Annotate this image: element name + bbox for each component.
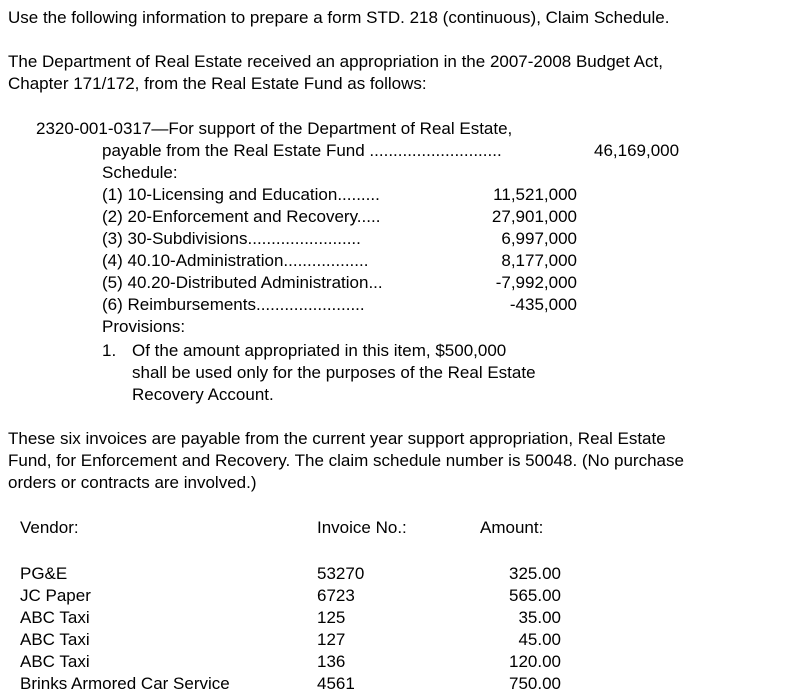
amount-cell: 565.00 bbox=[509, 586, 561, 605]
invoice-cell: 136 bbox=[317, 652, 346, 671]
schedule-item-label: (3) 30-Subdivisions........................ bbox=[102, 229, 361, 248]
invoice-cell: 6723 bbox=[317, 586, 355, 605]
invoices-line-2: Fund, for Enforcement and Recovery. The claim schedule number is 50048. (No purchase bbox=[8, 451, 684, 470]
header-vendor: Vendor: bbox=[20, 518, 79, 537]
schedule-item-label: (1) 10-Licensing and Education......... bbox=[102, 185, 380, 204]
header-amount: Amount: bbox=[480, 518, 544, 537]
schedule-item-amount: 27,901,000 bbox=[491, 207, 577, 226]
vendor-cell: ABC Taxi bbox=[20, 608, 90, 627]
item-payable-line: payable from the Real Estate Fund ............................ bbox=[102, 141, 502, 160]
appropriation-line-1: The Department of Real Estate received an appropriation in the 2007-2008 Budget Act, bbox=[8, 52, 663, 71]
schedule-item-label: (4) 40.10-Administration.................. bbox=[102, 251, 369, 270]
provision-number: 1. bbox=[102, 341, 117, 360]
provisions-label: Provisions: bbox=[102, 317, 186, 336]
amount-cell: 35.00 bbox=[518, 608, 561, 627]
vendor-cell: JC Paper bbox=[20, 586, 91, 605]
item-code-line: 2320-001-0317—For support of the Department of Real Estate, bbox=[36, 119, 513, 138]
invoice-cell: 125 bbox=[317, 608, 346, 627]
header-invoice: Invoice No.: bbox=[317, 518, 407, 537]
item-total: 46,169,000 bbox=[594, 141, 680, 160]
schedule-item-amount: 6,997,000 bbox=[501, 229, 577, 248]
invoice-cell: 4561 bbox=[317, 674, 355, 693]
schedule-item-label: (2) 20-Enforcement and Recovery..... bbox=[102, 207, 381, 226]
provision-text: Of the amount appropriated in this item, $500,000 bbox=[132, 341, 507, 360]
schedule-item-amount: 11,521,000 bbox=[493, 185, 577, 204]
schedule-item-label: (6) Reimbursements....................... bbox=[102, 295, 365, 314]
amount-cell: 120.00 bbox=[509, 652, 561, 671]
provision-text: shall be used only for the purposes of the Real Estate bbox=[132, 363, 536, 382]
invoice-cell: 127 bbox=[317, 630, 346, 649]
invoices-line-3: orders or contracts are involved.) bbox=[8, 473, 257, 492]
appropriation-line-2: Chapter 171/172, from the Real Estate Fund as follows: bbox=[8, 74, 427, 93]
vendor-cell: PG&E bbox=[20, 564, 68, 583]
amount-cell: 750.00 bbox=[509, 674, 561, 693]
provision-text: Recovery Account. bbox=[132, 385, 274, 404]
vendor-cell: ABC Taxi bbox=[20, 652, 90, 671]
schedule-label: Schedule: bbox=[102, 163, 178, 182]
vendor-cell: Brinks Armored Car Service bbox=[20, 674, 230, 693]
schedule-item-amount: -7,992,000 bbox=[495, 273, 577, 292]
schedule-item-label: (5) 40.20-Distributed Administration... bbox=[102, 273, 383, 292]
invoice-cell: 53270 bbox=[317, 564, 365, 583]
amount-cell: 325.00 bbox=[509, 564, 561, 583]
intro-text: Use the following information to prepare a form STD. 218 (continuous), Claim Schedule. bbox=[8, 8, 670, 27]
schedule-item-amount: 8,177,000 bbox=[501, 251, 577, 270]
amount-cell: 45.00 bbox=[518, 630, 561, 649]
invoices-line-1: These six invoices are payable from the current year support appropriation, Real Estate bbox=[8, 429, 666, 448]
schedule-item-amount: -435,000 bbox=[509, 295, 577, 314]
vendor-cell: ABC Taxi bbox=[20, 630, 90, 649]
